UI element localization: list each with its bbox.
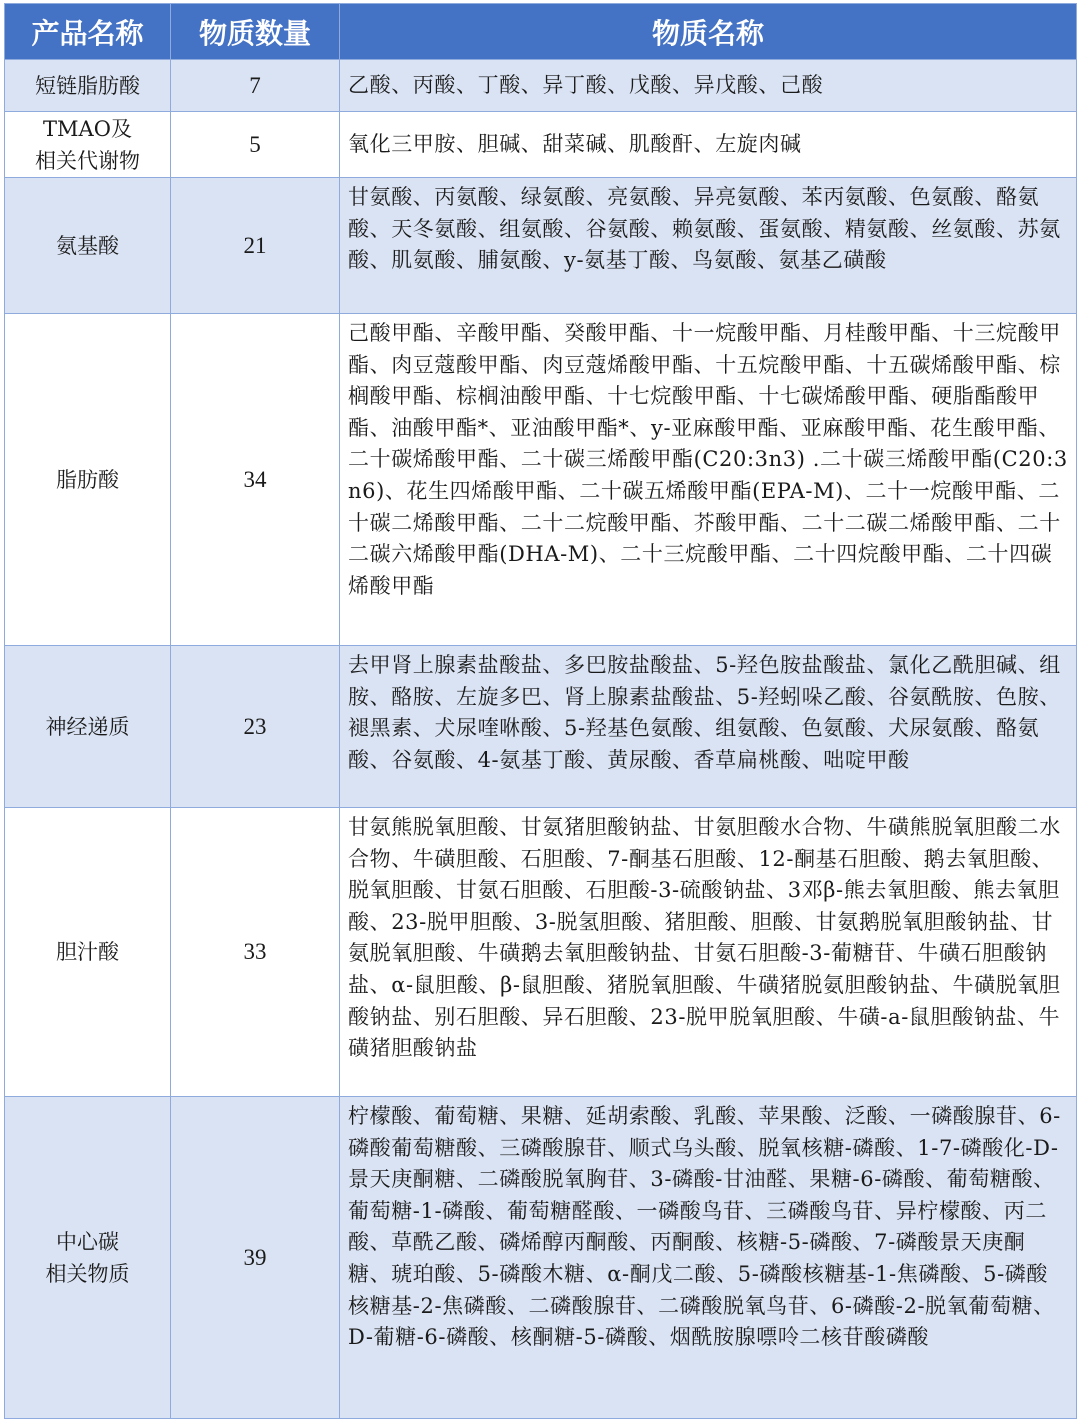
substance-count: 21 <box>171 178 340 314</box>
table-row <box>5 314 1077 646</box>
product-name-line-2: 相关代谢物 <box>35 148 140 173</box>
substance-count: 34 <box>171 314 340 646</box>
substance-count: 33 <box>171 808 340 1097</box>
product-name: 短链脂肪酸 <box>35 73 140 98</box>
substance-list: 氧化三甲胺、胆碱、甜菜碱、肌酸酐、左旋肉碱 <box>340 112 1077 178</box>
product-name-cell <box>5 112 171 178</box>
substance-count: 5 <box>171 112 340 178</box>
product-name-line-1: TMAO及 <box>43 116 132 141</box>
table-row <box>5 178 1077 314</box>
substance-list: 去甲肾上腺素盐酸盐、多巴胺盐酸盐、5-羟色胺盐酸盐、氯化乙酰胆碱、组胺、酪胺、左旋多巴、肾上腺素盐酸盐、5-羟蚓哚乙酸、谷氨酰胺、色胺、褪黑素、犬尿喹咻酸、5-羟基色氨酸、组氨酸、色氨酸、犬尿氨酸、酪氨酸、谷氨酸、4-氨基丁酸、黄尿酸、香草扁桃酸、咄啶甲酸 <box>340 646 1077 808</box>
substance-list: 乙酸、丙酸、丁酸、异丁酸、戊酸、异戊酸、己酸 <box>340 60 1077 112</box>
product-name-cell <box>5 314 171 646</box>
substance-list: 甘氨酸、丙氨酸、绿氨酸、亮氨酸、异亮氨酸、苯丙氨酸、色氨酸、酪氨酸、天冬氨酸、组氨酸、谷氨酸、赖氨酸、蛋氨酸、精氨酸、丝氨酸、苏氨酸、肌氨酸、脯氨酸、y-氨基丁酸、鸟氨酸、氨基乙磺酸 <box>340 178 1077 314</box>
product-name: 胆汁酸 <box>56 940 119 964</box>
header-substance-names: 物质名称 <box>340 4 1077 60</box>
product-name-cell <box>5 178 171 314</box>
substance-list: 甘氨熊脱氧胆酸、甘氨猪胆酸钠盐、甘氨胆酸水合物、牛磺熊脱氧胆酸二水合物、牛磺胆酸、石胆酸、7-酮基石胆酸、12-酮基石胆酸、鹅去氧胆酸、脱氧胆酸、甘氨石胆酸、石胆酸-3-硫酸钠盐、3邓β-熊去氧胆酸、熊去氧胆酸、23-脱甲胆酸、3-脱氢胆酸、猪胆酸、胆酸、甘氨鹅脱氧胆酸钠盐、甘氨脱氧胆酸、牛磺鹅去氧胆酸钠盐、甘氨石胆酸-3-葡糖苷、牛磺石胆酸钠盐、α-鼠胆酸、β-鼠胆酸、猪脱氧胆酸、牛磺猪脱氨胆酸钠盐、牛磺脱氧胆酸钠盐、别石胆酸、异石胆酸、23-脱甲脱氧胆酸、牛磺-a-鼠胆酸钠盐、牛磺猪胆酸钠盐 <box>340 808 1077 1097</box>
table-header-row <box>5 4 1077 60</box>
table-row <box>5 112 1077 178</box>
substance-count: 23 <box>171 646 340 808</box>
table-row <box>5 808 1077 1097</box>
substance-list: 己酸甲酯、辛酸甲酯、癸酸甲酯、十一烷酸甲酯、月桂酸甲酯、十三烷酸甲酯、肉豆蔻酸甲酯、肉豆蔻烯酸甲酯、十五烷酸甲酯、十五碳烯酸甲酯、棕榈酸甲酯、棕榈油酸甲酯、十七烷酸甲酯、十七碳烯酸甲酯、硬脂酯酸甲酯、油酸甲酯*、亚油酸甲酯*、y-亚麻酸甲酯、亚麻酸甲酯、花生酸甲酯、二十碳烯酸甲酯、二十碳三烯酸甲酯(C20:3n3) .二十碳三烯酸甲酯(C20:3n6)、花生四烯酸甲酯、二十碳五烯酸甲酯(EPA-M)、二十一烷酸甲酯、二十碳二烯酸甲酯、二十二烷酸甲酯、芥酸甲酯、二十二碳二烯酸甲酯、二十二碳六烯酸甲酯(DHA-M)、二十三烷酸甲酯、二十四烷酸甲酯、二十四碳烯酸甲酯 <box>340 314 1077 646</box>
product-name-cell <box>5 646 171 808</box>
substance-count: 7 <box>171 60 340 112</box>
product-name-cell <box>5 60 171 112</box>
substance-table <box>4 3 1077 1419</box>
table-row <box>5 646 1077 808</box>
product-name: 神经递质 <box>45 714 130 739</box>
product-name-line-1: 中心碳 <box>56 1229 119 1254</box>
substance-list: 柠檬酸、葡萄糖、果糖、延胡索酸、乳酸、苹果酸、泛酸、一磷酸腺苷、6-磷酸葡萄糖酸、三磷酸腺苷、顺式乌头酸、脱氧核糖-磷酸、1-7-磷酸化-D-景天庚酮糖、二磷酸脱氧胸苷、3-磷酸-甘油醛、果糖-6-磷酸、葡萄糖酸、葡萄糖-1-磷酸、葡萄糖醛酸、一磷酸鸟苷、三磷酸鸟苷、异柠檬酸、丙二酸、草酰乙酸、磷烯醇丙酮酸、丙酮酸、核糖-5-磷酸、7-磷酸景天庚酮糖、琥珀酸、5-磷酸木糖、α-酮戊二酸、5-磷酸核糖基-1-焦磷酸、5-磷酸核糖基-2-焦磷酸、二磷酸腺苷、二磷酸脱氧鸟苷、6-磷酸-2-脱氧葡萄糖、D-葡糖-6-磷酸、核酮糖-5-磷酸、烟酰胺腺嘌呤二核苷酸磷酸 <box>340 1097 1077 1419</box>
product-name-cell <box>5 1097 171 1419</box>
header-product-name: 产品名称 <box>5 4 171 60</box>
product-name-line-2: 相关物质 <box>45 1261 130 1286</box>
table-row <box>5 1097 1077 1419</box>
product-name: 脂肪酸 <box>56 467 119 492</box>
header-substance-count: 物质数量 <box>171 4 340 60</box>
product-name-cell <box>5 808 171 1097</box>
substance-count: 39 <box>171 1097 340 1419</box>
product-name: 氨基酸 <box>56 233 119 258</box>
table-row <box>5 60 1077 112</box>
